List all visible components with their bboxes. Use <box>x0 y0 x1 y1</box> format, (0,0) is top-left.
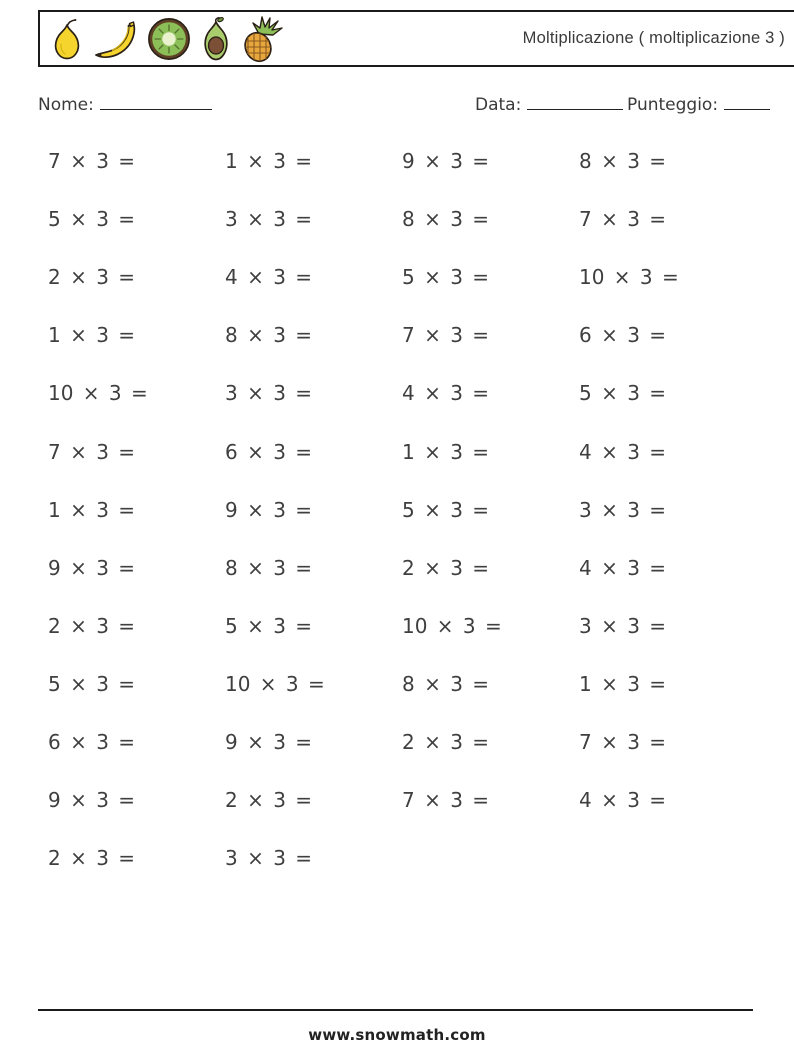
fruit-icons <box>50 15 284 63</box>
avocado-icon <box>199 16 233 62</box>
problem-item: 4 × 3 = <box>225 265 313 290</box>
fields-row <box>0 94 794 120</box>
score-field <box>627 94 770 115</box>
score-label: Punteggio: <box>627 95 719 115</box>
name-input-line[interactable] <box>100 94 212 110</box>
problem-item: 3 × 3 = <box>225 381 313 406</box>
pear-icon <box>50 17 84 61</box>
problem-item: 5 × 3 = <box>579 381 667 406</box>
problem-item: 5 × 3 = <box>402 265 490 290</box>
banana-icon <box>91 16 139 61</box>
problem-item: 6 × 3 = <box>225 439 313 464</box>
problem-item: 10 × 3 = <box>579 265 679 290</box>
problem-item: 6 × 3 = <box>579 323 667 348</box>
header-box <box>38 10 794 67</box>
problem-item: 4 × 3 = <box>579 555 667 580</box>
problem-item: 8 × 3 = <box>579 149 667 174</box>
problem-item: 3 × 3 = <box>225 846 313 871</box>
problem-item: 1 × 3 = <box>48 497 136 522</box>
problem-item: 7 × 3 = <box>579 207 667 232</box>
problem-item: 9 × 3 = <box>225 729 313 754</box>
problem-item: 3 × 3 = <box>225 207 313 232</box>
problem-item: 10 × 3 = <box>48 381 148 406</box>
problem-item: 2 × 3 = <box>48 265 136 290</box>
problem-item: 5 × 3 = <box>402 497 490 522</box>
problem-item: 5 × 3 = <box>48 671 136 696</box>
problem-item: 8 × 3 = <box>225 323 313 348</box>
kiwi-icon <box>146 16 192 62</box>
problem-item: 2 × 3 = <box>402 555 490 580</box>
date-input-line[interactable] <box>527 94 623 110</box>
name-label: Nome: <box>38 95 94 115</box>
problem-item: 10 × 3 = <box>225 671 325 696</box>
problem-item: 3 × 3 = <box>579 497 667 522</box>
problem-item: 5 × 3 = <box>225 613 313 638</box>
problem-item: 1 × 3 = <box>579 671 667 696</box>
problem-item: 8 × 3 = <box>402 671 490 696</box>
problem-item: 1 × 3 = <box>225 149 313 174</box>
problem-item: 7 × 3 = <box>402 788 490 813</box>
problem-item: 9 × 3 = <box>225 497 313 522</box>
problem-item: 4 × 3 = <box>579 788 667 813</box>
problem-item: 1 × 3 = <box>402 439 490 464</box>
score-input-line[interactable] <box>724 94 770 110</box>
pineapple-icon <box>240 15 284 63</box>
problem-item: 10 × 3 = <box>402 613 502 638</box>
problem-item: 7 × 3 = <box>402 323 490 348</box>
problem-item: 7 × 3 = <box>48 439 136 464</box>
problem-item: 4 × 3 = <box>579 439 667 464</box>
problem-item: 4 × 3 = <box>402 381 490 406</box>
name-field <box>38 94 212 115</box>
worksheet-title: Moltiplicazione ( moltiplicazione 3 ) <box>522 29 785 47</box>
problem-item: 3 × 3 = <box>579 613 667 638</box>
problem-item: 8 × 3 = <box>402 207 490 232</box>
problem-item: 7 × 3 = <box>579 729 667 754</box>
footer-url: www.snowmath.com <box>308 1026 486 1044</box>
footer-divider <box>38 1009 753 1011</box>
problem-item: 8 × 3 = <box>225 555 313 580</box>
date-label: Data: <box>475 95 522 115</box>
problem-item: 5 × 3 = <box>48 207 136 232</box>
problem-item: 2 × 3 = <box>48 613 136 638</box>
problem-item: 7 × 3 = <box>48 149 136 174</box>
problems-grid <box>48 132 760 887</box>
problem-item: 2 × 3 = <box>225 788 313 813</box>
problem-item: 9 × 3 = <box>48 555 136 580</box>
problem-item: 1 × 3 = <box>48 323 136 348</box>
problem-item: 2 × 3 = <box>402 729 490 754</box>
problem-item: 6 × 3 = <box>48 729 136 754</box>
date-field <box>475 94 623 115</box>
problem-item: 9 × 3 = <box>48 788 136 813</box>
problem-item: 9 × 3 = <box>402 149 490 174</box>
problem-item: 2 × 3 = <box>48 846 136 871</box>
